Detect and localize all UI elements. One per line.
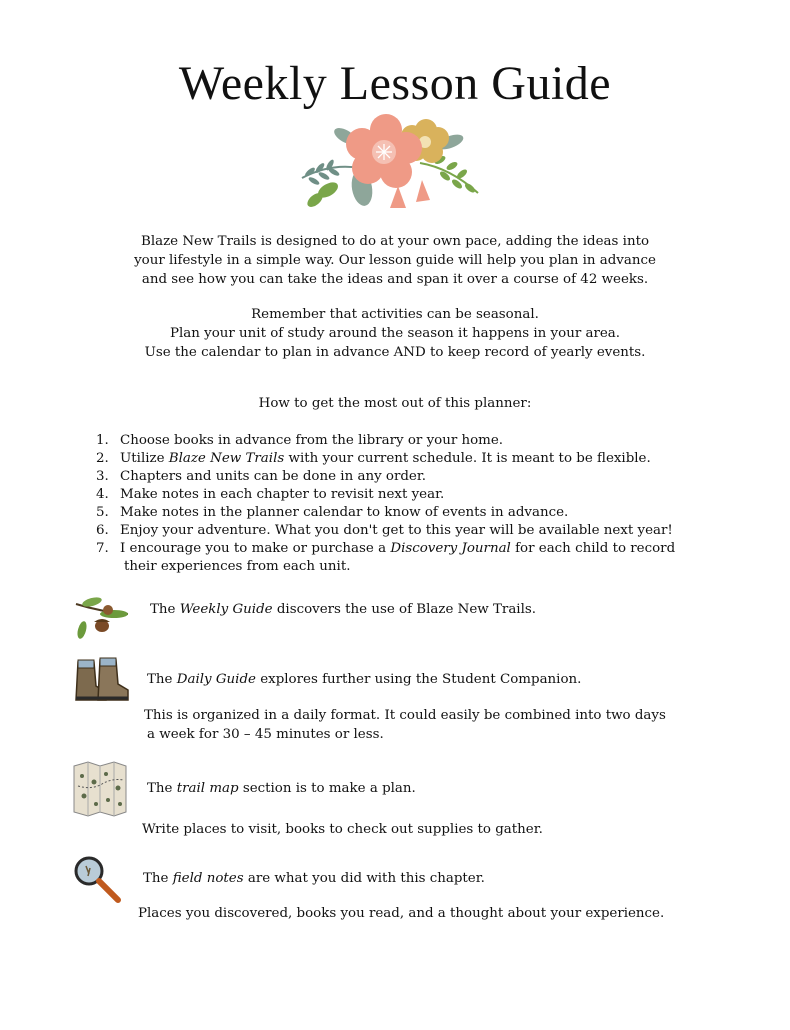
weekly-guide-post: discovers the use of Blaze New Trails. xyxy=(272,602,537,617)
tip-text: Make notes in each chapter to revisit next year. xyxy=(120,487,445,502)
trail-map-title: trail map xyxy=(176,781,239,796)
hiking-boots-icon xyxy=(72,656,132,704)
weekly-guide-pre: The xyxy=(150,602,180,617)
daily-guide-pre: The xyxy=(147,672,177,687)
list-item xyxy=(96,450,736,468)
trail-map-pre: The xyxy=(147,781,177,796)
remember-line: Remember that activities can be seasonal. xyxy=(251,307,539,322)
tip-text-post: with your current schedule. It is meant to be flexible. xyxy=(284,451,651,466)
acorn-branch-icon xyxy=(72,592,132,640)
field-notes-pre: The xyxy=(143,871,173,886)
weekly-guide-title: Weekly Guide xyxy=(179,602,273,617)
tip-text-pre: Utilize xyxy=(120,451,169,466)
tip-text-italic: Blaze New Trails xyxy=(168,451,285,466)
daily-guide-text xyxy=(147,672,581,687)
list-number: 6. xyxy=(96,523,109,538)
list-number: 7. xyxy=(96,541,109,556)
daily-guide-post: explores further using the Student Companion. xyxy=(255,672,582,687)
field-notes-text xyxy=(143,871,485,886)
list-number: 5. xyxy=(96,505,109,520)
field-notes-description: Places you discovered, books you read, and a thought about your experience. xyxy=(138,906,665,921)
intro-paragraph xyxy=(80,232,710,289)
tip-text-pre: I encourage you to make or purchase a xyxy=(120,541,391,556)
intro-line: your lifestyle in a simple way. Our lesson guide will help you plan in advance xyxy=(134,253,656,268)
tip-text-post: for each child to record xyxy=(510,541,676,556)
list-item xyxy=(96,522,736,540)
list-number: 2. xyxy=(96,451,109,466)
remember-line: Plan your unit of study around the season it happens in your area. xyxy=(169,326,621,341)
list-item xyxy=(96,432,736,450)
trail-map-text xyxy=(147,781,416,796)
howto-heading: How to get the most out of this planner: xyxy=(258,396,532,411)
daily-guide-title: Daily Guide xyxy=(176,672,256,687)
intro-line: and see how you can take the ideas and span it over a course of 42 weeks. xyxy=(141,272,649,287)
list-item xyxy=(96,486,736,504)
magnifying-glass-icon xyxy=(72,854,124,906)
intro-line: Blaze New Trails is designed to do at your own pace, adding the ideas into xyxy=(140,234,650,249)
tip-text: Chapters and units can be done in any order. xyxy=(120,469,427,484)
tip-text: Choose books in advance from the library or your home. xyxy=(120,433,504,448)
list-item xyxy=(96,504,736,522)
daily-guide-description-line: a week for 30 – 45 minutes or less. xyxy=(147,727,384,742)
trail-map-description: Write places to visit, books to check out supplies to gather. xyxy=(142,822,543,837)
field-notes-post: are what you did with this chapter. xyxy=(243,871,485,886)
tip-text: Make notes in the planner calendar to know of events in advance. xyxy=(120,505,569,520)
tip-text: Enjoy your adventure. What you don't get to this year will be available next year! xyxy=(120,523,673,538)
list-number: 4. xyxy=(96,487,109,502)
floral-bouquet-icon xyxy=(290,108,490,218)
weekly-guide-text xyxy=(150,602,536,617)
list-number: 3. xyxy=(96,469,109,484)
tip-text-continued: their experiences from each unit. xyxy=(124,559,351,574)
daily-guide-description xyxy=(144,706,666,744)
tip-text-italic: Discovery Journal xyxy=(390,541,511,556)
tips-list xyxy=(96,432,736,576)
daily-guide-description-line: This is organized in a daily format. It could easily be combined into two days xyxy=(144,708,666,723)
field-notes-title: field notes xyxy=(172,871,244,886)
remember-line: Use the calendar to plan in advance AND to keep record of yearly events. xyxy=(144,345,646,360)
list-item xyxy=(96,468,736,486)
remember-paragraph xyxy=(80,305,710,362)
list-number: 1. xyxy=(96,433,109,448)
trail-map-post: section is to make a plan. xyxy=(238,781,416,796)
page-title: Weekly Lesson Guide xyxy=(178,57,612,110)
list-item xyxy=(96,540,736,576)
folded-map-icon xyxy=(72,760,128,818)
